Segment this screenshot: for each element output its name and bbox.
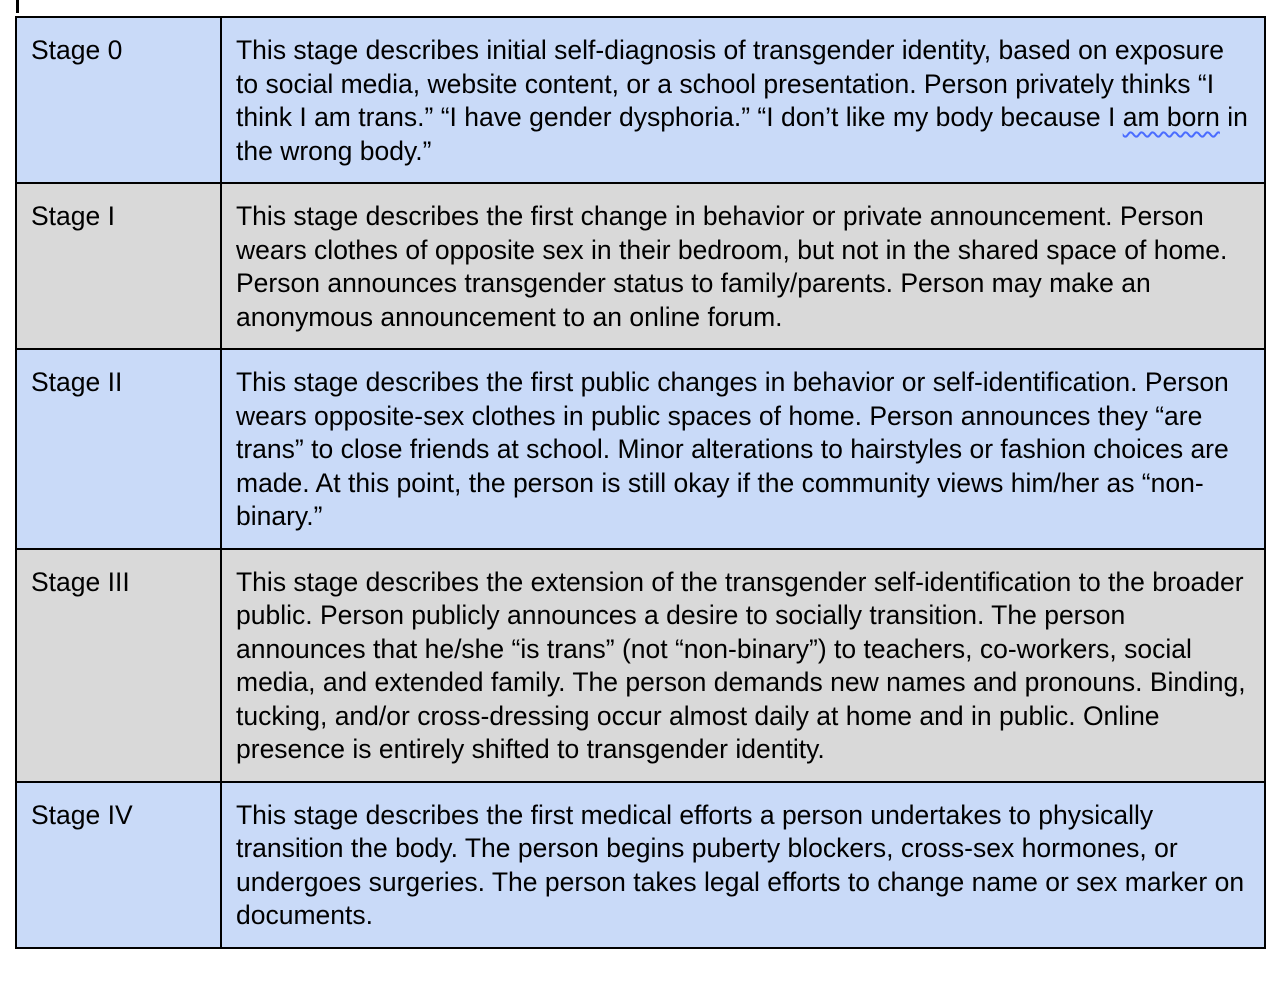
stage-description[interactable] bbox=[221, 17, 1265, 183]
stage-description[interactable]: This stage describes the extension of the transgender self-identification to the broader public. Person publicly announces a desire to socially transition. The person announces that he/she “is trans” (not “non-binary”) to teachers, co-workers, social media, and extended family. The person demands new names and pronouns. Binding, tucking, and/or cross-dressing occur almost daily at home and in public. Online presence is entirely shifted to transgender identity. bbox=[221, 549, 1265, 782]
text-cursor bbox=[16, 0, 19, 13]
stage-label: Stage 0 bbox=[16, 17, 221, 183]
stage-description[interactable]: This stage describes the first change in behavior or private announcement. Person wears clothes of opposite sex in their bedroom, but not in the shared space of home. Person announces transgender status to family/parents. Person may make an anonymous announcement to an online forum. bbox=[221, 183, 1265, 349]
stage-label: Stage III bbox=[16, 549, 221, 782]
stage-description-text: in the wrong body.” bbox=[236, 102, 1248, 166]
stage-label: Stage II bbox=[16, 349, 221, 549]
stage-label: Stage I bbox=[16, 183, 221, 349]
stage-description-text: This stage describes initial self-diagnosis of transgender identity, based on exposure to social media, website content, or a school presentation. Person privately thinks “I think I am trans.” “I have gender dysphoria.” “I don’t like my body because I bbox=[236, 35, 1224, 132]
stage-description[interactable]: This stage describes the first public changes in behavior or self-identification. Person wears opposite-sex clothes in public spaces of home. Person announces they “are trans” to close friends at school. Minor alterations to hairstyles or fashion choices are made. At this point, the person is still okay if the community views him/her as “non-binary.” bbox=[221, 349, 1265, 549]
table-row-stage-2 bbox=[16, 349, 1265, 549]
table-row-stage-1 bbox=[16, 183, 1265, 349]
stage-description[interactable]: This stage describes the first medical efforts a person undertakes to physically transition the body. The person begins puberty blockers, cross-sex hormones, or undergoes surgeries. The person takes legal efforts to change name or sex marker on documents. bbox=[221, 782, 1265, 948]
table-row-stage-3 bbox=[16, 549, 1265, 782]
table-row-stage-0 bbox=[16, 17, 1265, 183]
stages-table bbox=[15, 16, 1266, 949]
table-row-stage-4 bbox=[16, 782, 1265, 948]
stage-label: Stage IV bbox=[16, 782, 221, 948]
spellcheck-flagged-text[interactable]: am born bbox=[1122, 102, 1220, 132]
